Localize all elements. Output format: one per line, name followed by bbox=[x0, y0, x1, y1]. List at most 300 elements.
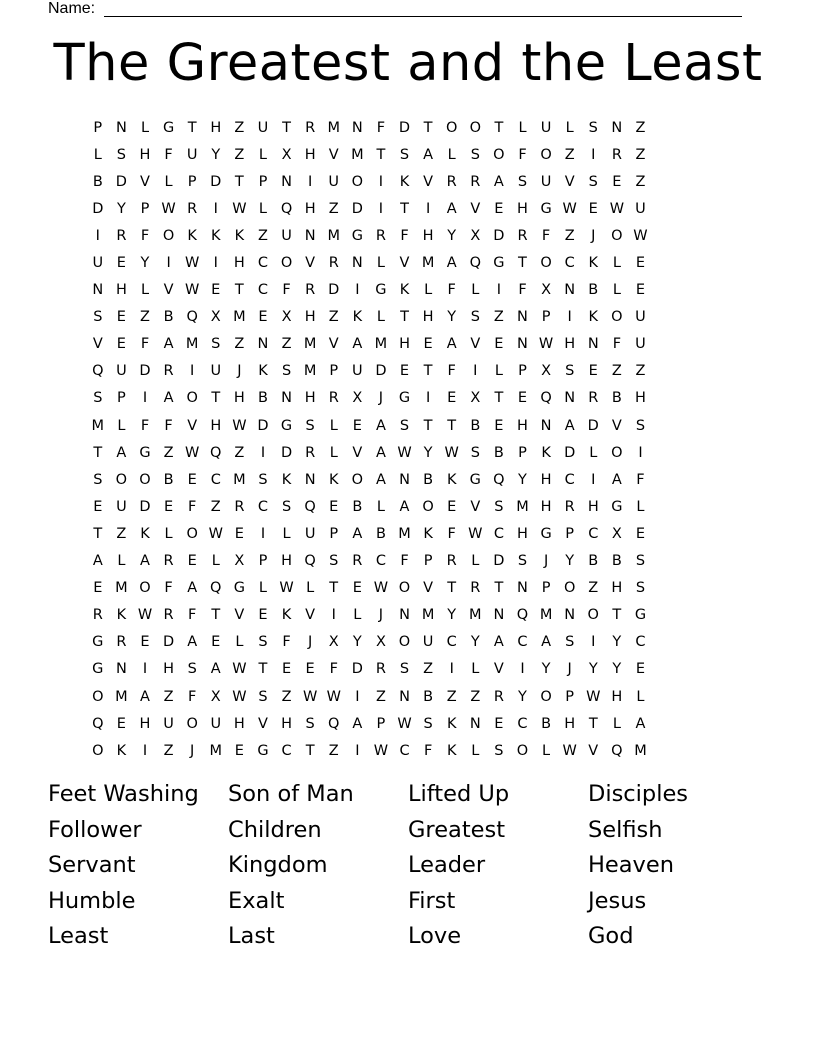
grid-letter: Z bbox=[635, 119, 646, 136]
letter-grid bbox=[86, 114, 652, 764]
grid-letter: E bbox=[329, 498, 339, 515]
grid-letter: Z bbox=[588, 580, 599, 597]
grid-letter: E bbox=[281, 661, 292, 678]
grid-letter: V bbox=[140, 173, 150, 190]
grid-letter: W bbox=[538, 336, 554, 353]
grid-letter: H bbox=[517, 200, 528, 217]
grid-letter: R bbox=[163, 607, 174, 624]
grid-letter: A bbox=[140, 688, 150, 705]
grid-letter: Q bbox=[516, 607, 529, 624]
grid-letter: J bbox=[567, 661, 572, 678]
grid-letter: X bbox=[210, 309, 221, 326]
grid-letter: K bbox=[211, 227, 221, 244]
grid-row bbox=[86, 249, 652, 276]
grid-letter: X bbox=[470, 390, 481, 407]
grid-letter: P bbox=[541, 309, 551, 326]
grid-letter: P bbox=[518, 444, 527, 461]
grid-letter: N bbox=[469, 715, 481, 732]
grid-letter: G bbox=[398, 390, 411, 407]
grid-letter: S bbox=[399, 417, 410, 434]
grid-letter: Z bbox=[493, 309, 504, 326]
grid-letter: S bbox=[470, 146, 480, 163]
grid-letter: U bbox=[116, 363, 127, 380]
grid-letter: L bbox=[471, 661, 480, 678]
grid-letter: Z bbox=[423, 661, 434, 678]
grid-letter: W bbox=[232, 661, 247, 678]
grid-letter: B bbox=[92, 173, 103, 190]
grid-letter: M bbox=[185, 336, 199, 353]
grid-letter: K bbox=[588, 255, 599, 272]
grid-letter: R bbox=[352, 553, 363, 570]
grid-letter: V bbox=[564, 173, 575, 190]
grid-letter: W bbox=[444, 444, 459, 461]
grid-letter: Z bbox=[163, 742, 174, 759]
grid-letter: U bbox=[257, 119, 269, 136]
grid-letter: N bbox=[517, 336, 528, 353]
grid-letter: N bbox=[92, 282, 104, 299]
grid-letter: I bbox=[591, 146, 596, 163]
grid-letter: T bbox=[447, 417, 457, 434]
grid-row bbox=[86, 466, 652, 493]
grid-letter: Y bbox=[423, 444, 433, 461]
grid-letter: V bbox=[470, 498, 481, 515]
grid-letter: E bbox=[494, 200, 504, 217]
grid-letter: T bbox=[376, 146, 386, 163]
grid-letter: I bbox=[190, 363, 195, 380]
grid-letter: Q bbox=[92, 715, 104, 732]
grid-letter: S bbox=[187, 661, 197, 678]
grid-letter: E bbox=[116, 255, 126, 272]
grid-letter: E bbox=[635, 661, 646, 678]
grid-letter: T bbox=[234, 282, 244, 299]
grid-letter: I bbox=[142, 390, 148, 407]
grid-letter: Z bbox=[328, 200, 339, 217]
grid-letter: Y bbox=[447, 227, 457, 244]
grid-letter: L bbox=[565, 119, 574, 136]
grid-letter: U bbox=[281, 227, 292, 244]
grid-letter: W bbox=[185, 444, 200, 461]
grid-letter: L bbox=[424, 282, 433, 299]
grid-letter: Z bbox=[635, 173, 646, 190]
word-list-item: Selfish bbox=[588, 816, 663, 843]
grid-letter: T bbox=[423, 417, 433, 434]
grid-letter: G bbox=[469, 471, 481, 488]
grid-letter: S bbox=[635, 553, 646, 570]
grid-letter: Z bbox=[210, 498, 221, 515]
grid-letter: J bbox=[190, 742, 195, 759]
grid-letter: M bbox=[233, 309, 246, 326]
grid-letter: U bbox=[328, 173, 340, 190]
grid-letter: V bbox=[305, 607, 316, 624]
grid-letter: Z bbox=[163, 444, 174, 461]
grid-letter: S bbox=[565, 363, 575, 380]
grid-letter: K bbox=[446, 742, 457, 759]
grid-letter: R bbox=[328, 255, 339, 272]
word-list-item: God bbox=[588, 923, 634, 950]
grid-letter: B bbox=[423, 471, 434, 488]
grid-letter: H bbox=[422, 227, 434, 244]
grid-letter: S bbox=[211, 336, 221, 353]
word-list-item: Last bbox=[228, 923, 275, 950]
grid-letter: K bbox=[352, 309, 363, 326]
grid-letter: J bbox=[308, 634, 313, 651]
grid-letter: M bbox=[327, 227, 340, 244]
grid-letter: O bbox=[398, 580, 411, 597]
grid-letter: Y bbox=[518, 471, 527, 488]
grid-letter: H bbox=[304, 200, 316, 217]
grid-letter: M bbox=[351, 146, 364, 163]
grid-letter: L bbox=[589, 444, 598, 461]
grid-letter: H bbox=[281, 553, 292, 570]
grid-letter: A bbox=[611, 471, 622, 488]
grid-letter: F bbox=[447, 525, 456, 542]
grid-letter: R bbox=[116, 634, 127, 651]
grid-letter: P bbox=[329, 525, 339, 542]
grid-letter: T bbox=[93, 525, 103, 542]
grid-letter: I bbox=[473, 363, 478, 380]
grid-letter: U bbox=[210, 363, 222, 380]
grid-letter: G bbox=[139, 444, 151, 461]
grid-letter: R bbox=[116, 227, 127, 244]
grid-letter: Y bbox=[612, 661, 622, 678]
grid-letter: X bbox=[281, 309, 292, 326]
grid-letter: U bbox=[210, 715, 222, 732]
grid-letter: Q bbox=[92, 363, 104, 380]
grid-letter: E bbox=[93, 580, 103, 597]
grid-letter: G bbox=[493, 255, 505, 272]
grid-letter: O bbox=[92, 688, 104, 705]
word-list-item: Feet Washing bbox=[48, 781, 199, 807]
grid-letter: I bbox=[496, 282, 502, 299]
grid-letter: A bbox=[635, 715, 646, 732]
grid-letter: T bbox=[518, 255, 527, 272]
grid-letter: N bbox=[564, 282, 576, 299]
grid-row bbox=[86, 737, 652, 764]
grid-letter: G bbox=[257, 742, 269, 759]
grid-letter: L bbox=[93, 146, 102, 163]
grid-letter: C bbox=[517, 634, 528, 651]
grid-letter: R bbox=[588, 390, 599, 407]
grid-letter: E bbox=[93, 498, 103, 515]
grid-letter: I bbox=[260, 525, 266, 542]
grid-letter: Q bbox=[280, 200, 293, 217]
word-list-item: Exalt bbox=[228, 887, 285, 914]
grid-letter: G bbox=[162, 119, 175, 136]
grid-letter: L bbox=[636, 498, 645, 515]
grid-letter: R bbox=[446, 553, 457, 570]
grid-letter: L bbox=[612, 282, 621, 299]
grid-letter: Y bbox=[352, 634, 362, 651]
grid-letter: S bbox=[258, 688, 268, 705]
grid-letter: B bbox=[588, 553, 599, 570]
grid-letter: V bbox=[470, 200, 481, 217]
grid-letter: A bbox=[375, 471, 386, 488]
grid-letter: H bbox=[233, 715, 245, 732]
grid-letter: V bbox=[423, 580, 434, 597]
word-list-item: Son of Man bbox=[228, 781, 354, 807]
word-list-item: Servant bbox=[48, 852, 136, 879]
grid-letter: A bbox=[564, 417, 575, 434]
grid-letter: K bbox=[446, 471, 457, 488]
grid-letter: X bbox=[541, 282, 552, 299]
grid-letter: Z bbox=[564, 227, 575, 244]
grid-letter: T bbox=[588, 715, 598, 732]
grid-letter: M bbox=[398, 525, 411, 542]
grid-letter: E bbox=[588, 200, 598, 217]
grid-letter: H bbox=[233, 255, 245, 272]
grid-letter: O bbox=[351, 471, 364, 488]
grid-letter: Z bbox=[635, 363, 646, 380]
grid-letter: W bbox=[633, 227, 648, 244]
grid-letter: Y bbox=[565, 553, 575, 570]
grid-letter: N bbox=[564, 607, 576, 624]
grid-letter: W bbox=[562, 742, 577, 759]
grid-letter: V bbox=[470, 336, 481, 353]
grid-letter: I bbox=[142, 661, 148, 678]
grid-letter: S bbox=[635, 417, 646, 434]
grid-letter: I bbox=[331, 607, 336, 624]
grid-letter: O bbox=[351, 173, 364, 190]
grid-letter: A bbox=[92, 553, 103, 570]
grid-letter: R bbox=[446, 173, 457, 190]
grid-letter: L bbox=[117, 553, 126, 570]
grid-letter: S bbox=[281, 498, 292, 515]
grid-letter: I bbox=[567, 309, 572, 326]
grid-letter: C bbox=[257, 282, 269, 299]
grid-letter: A bbox=[187, 634, 198, 651]
grid-letter: D bbox=[139, 363, 151, 380]
grid-letter: P bbox=[329, 363, 339, 380]
grid-letter: W bbox=[232, 688, 247, 705]
grid-row bbox=[86, 548, 652, 575]
name-label: Name: bbox=[48, 0, 96, 17]
grid-letter: B bbox=[588, 282, 599, 299]
grid-letter: Z bbox=[163, 688, 174, 705]
grid-letter: N bbox=[611, 119, 623, 136]
grid-letter: K bbox=[234, 227, 245, 244]
grid-letter: W bbox=[232, 417, 247, 434]
grid-letter: S bbox=[517, 173, 528, 190]
grid-row bbox=[86, 358, 652, 385]
grid-letter: N bbox=[281, 173, 292, 190]
grid-row bbox=[86, 331, 652, 358]
grid-letter: S bbox=[305, 715, 315, 732]
grid-letter: E bbox=[447, 390, 457, 407]
grid-letter: T bbox=[423, 363, 433, 380]
grid-letter: R bbox=[163, 553, 174, 570]
grid-letter: V bbox=[423, 173, 434, 190]
grid-letter: W bbox=[468, 525, 483, 542]
grid-letter: D bbox=[351, 200, 363, 217]
grid-letter: A bbox=[399, 498, 410, 515]
grid-letter: A bbox=[493, 634, 504, 651]
grid-letter: S bbox=[588, 119, 598, 136]
grid-letter: A bbox=[163, 390, 174, 407]
grid-letter: F bbox=[164, 417, 173, 434]
grid-letter: K bbox=[258, 363, 268, 380]
grid-letter: O bbox=[563, 580, 576, 597]
grid-letter: O bbox=[162, 227, 175, 244]
grid-letter: N bbox=[281, 390, 292, 407]
grid-letter: E bbox=[494, 715, 504, 732]
grid-letter: A bbox=[210, 661, 221, 678]
grid-letter: L bbox=[140, 119, 150, 136]
grid-letter: Y bbox=[612, 634, 622, 651]
grid-letter: Z bbox=[234, 336, 245, 353]
grid-letter: V bbox=[257, 715, 268, 732]
grid-letter: L bbox=[117, 417, 126, 434]
grid-letter: F bbox=[400, 227, 409, 244]
grid-letter: V bbox=[399, 255, 410, 272]
grid-letter: X bbox=[611, 525, 622, 542]
grid-letter: X bbox=[470, 227, 481, 244]
grid-letter: K bbox=[116, 607, 127, 624]
grid-row bbox=[86, 222, 652, 249]
grid-letter: E bbox=[234, 742, 244, 759]
page-title: The Greatest and the Least bbox=[53, 34, 763, 93]
grid-letter: L bbox=[211, 553, 220, 570]
grid-letter: U bbox=[635, 200, 646, 217]
grid-letter: E bbox=[494, 336, 504, 353]
grid-letter: F bbox=[140, 336, 150, 353]
grid-letter: G bbox=[634, 607, 647, 624]
grid-letter: S bbox=[423, 715, 433, 732]
grid-letter: V bbox=[352, 444, 363, 461]
grid-letter: P bbox=[423, 553, 433, 570]
grid-letter: X bbox=[375, 634, 386, 651]
grid-letter: F bbox=[447, 363, 456, 380]
grid-letter: M bbox=[233, 471, 246, 488]
grid-letter: E bbox=[399, 363, 410, 380]
grid-letter: H bbox=[399, 336, 410, 353]
grid-letter: B bbox=[541, 715, 552, 732]
grid-letter: L bbox=[612, 255, 621, 272]
grid-letter: I bbox=[355, 742, 360, 759]
grid-letter: F bbox=[164, 580, 173, 597]
grid-letter: E bbox=[352, 580, 362, 597]
grid-letter: U bbox=[635, 336, 646, 353]
grid-letter: H bbox=[163, 661, 175, 678]
grid-letter: U bbox=[422, 634, 434, 651]
grid-letter: L bbox=[258, 146, 267, 163]
grid-letter: H bbox=[540, 471, 552, 488]
grid-letter: B bbox=[163, 309, 174, 326]
grid-letter: S bbox=[565, 634, 575, 651]
grid-letter: L bbox=[258, 580, 267, 597]
grid-letter: I bbox=[308, 173, 313, 190]
grid-letter: P bbox=[140, 200, 150, 217]
grid-letter: C bbox=[281, 742, 292, 759]
grid-letter: T bbox=[305, 742, 315, 759]
grid-letter: I bbox=[591, 471, 596, 488]
grid-letter: Q bbox=[186, 309, 198, 326]
grid-letter: T bbox=[400, 200, 409, 217]
grid-letter: D bbox=[351, 661, 363, 678]
grid-letter: E bbox=[258, 607, 268, 624]
grid-letter: I bbox=[355, 688, 360, 705]
grid-letter: J bbox=[237, 363, 242, 380]
grid-letter: O bbox=[493, 146, 505, 163]
grid-letter: H bbox=[517, 417, 528, 434]
grid-letter: R bbox=[92, 607, 103, 624]
grid-letter: O bbox=[587, 607, 599, 624]
grid-letter: R bbox=[305, 444, 316, 461]
grid-letter: O bbox=[611, 309, 623, 326]
grid-letter: Y bbox=[518, 688, 527, 705]
grid-letter: B bbox=[470, 417, 481, 434]
grid-letter: C bbox=[446, 634, 457, 651]
grid-letter: E bbox=[234, 525, 244, 542]
grid-letter: D bbox=[375, 363, 387, 380]
grid-letter: E bbox=[140, 634, 150, 651]
grid-letter: T bbox=[187, 119, 197, 136]
word-list-item: Humble bbox=[48, 887, 136, 914]
grid-letter: Q bbox=[304, 498, 316, 515]
grid-letter: V bbox=[493, 661, 504, 678]
grid-letter: S bbox=[258, 634, 268, 651]
grid-letter: Z bbox=[281, 688, 292, 705]
grid-letter: A bbox=[352, 715, 363, 732]
grid-letter: D bbox=[280, 444, 293, 461]
grid-letter: M bbox=[209, 742, 223, 759]
grid-letter: N bbox=[351, 255, 363, 272]
grid-letter: W bbox=[397, 715, 412, 732]
grid-letter: J bbox=[591, 227, 596, 244]
grid-letter: K bbox=[281, 607, 292, 624]
grid-letter: I bbox=[520, 661, 525, 678]
grid-letter: H bbox=[611, 580, 623, 597]
grid-letter: O bbox=[516, 742, 529, 759]
grid-row bbox=[86, 412, 652, 439]
grid-letter: S bbox=[305, 417, 315, 434]
grid-letter: L bbox=[329, 444, 338, 461]
grid-letter: H bbox=[304, 309, 316, 326]
grid-letter: S bbox=[399, 661, 410, 678]
grid-row bbox=[86, 277, 652, 304]
grid-letter: R bbox=[470, 580, 481, 597]
grid-letter: T bbox=[423, 119, 433, 136]
grid-letter: A bbox=[446, 200, 457, 217]
grid-letter: T bbox=[494, 390, 504, 407]
grid-letter: N bbox=[399, 607, 410, 624]
grid-letter: F bbox=[282, 282, 291, 299]
grid-letter: B bbox=[423, 688, 434, 705]
grid-letter: F bbox=[518, 146, 527, 163]
grid-letter: L bbox=[282, 525, 291, 542]
name-writing-line bbox=[104, 16, 742, 17]
grid-letter: E bbox=[305, 661, 315, 678]
grid-letter: D bbox=[328, 282, 340, 299]
grid-letter: U bbox=[540, 119, 552, 136]
grid-letter: Q bbox=[328, 715, 340, 732]
word-list-item: Love bbox=[408, 923, 462, 950]
word-list-item: Leader bbox=[408, 852, 486, 879]
grid-letter: I bbox=[378, 173, 384, 190]
grid-letter: C bbox=[399, 742, 410, 759]
grid-row bbox=[86, 439, 652, 466]
grid-letter: V bbox=[328, 146, 339, 163]
grid-letter: P bbox=[187, 173, 197, 190]
grid-letter: N bbox=[115, 119, 127, 136]
grid-letter: L bbox=[471, 553, 480, 570]
grid-letter: V bbox=[92, 336, 103, 353]
grid-letter: C bbox=[257, 255, 269, 272]
grid-letter: X bbox=[210, 688, 221, 705]
grid-letter: O bbox=[139, 580, 151, 597]
grid-letter: H bbox=[210, 119, 222, 136]
grid-letter: H bbox=[281, 715, 292, 732]
grid-letter: O bbox=[280, 255, 293, 272]
